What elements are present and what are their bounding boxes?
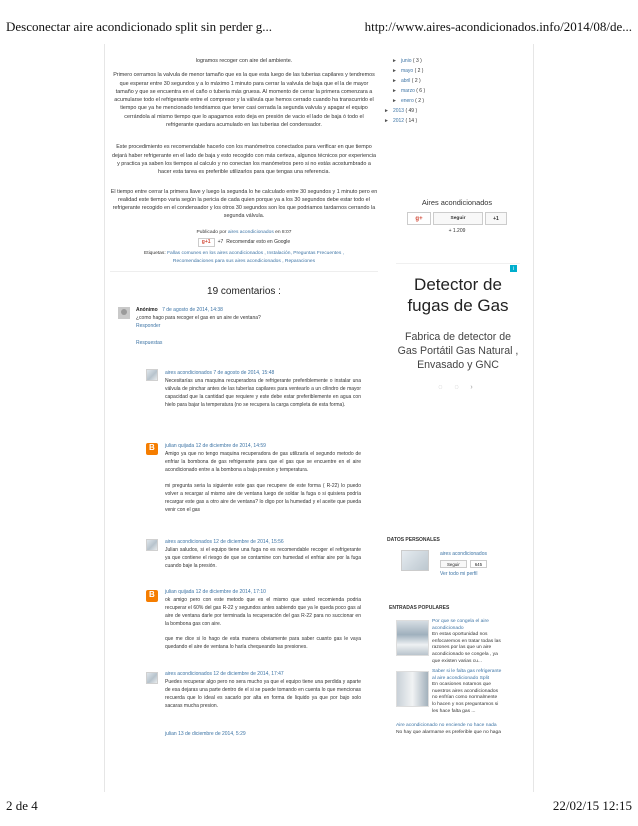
recommend-text: Recomendar esto en Google bbox=[226, 239, 291, 245]
plus-one-button[interactable]: +1 bbox=[485, 212, 507, 225]
comment-text: que me dice si lo hago de esta manera obviamente para saber cuanto gas le vaya quedando el aire de ventana lo haría chequeando las presiones. bbox=[165, 636, 361, 651]
popular-post-title[interactable]: Por que se congela el aire acondicionado bbox=[432, 619, 489, 631]
comment-reply bbox=[110, 369, 378, 442]
profile-name[interactable]: aires acondicionados bbox=[440, 551, 487, 557]
comment-text: ok amigo pero con este metodo que es el mismo que usted recomienda podria recuperar el 60% del gas R-22 y segundos antes sabiendo que ya le queda poco gas al aire de ventana darle por terminada la recuperación del gas R-22 para no succionar en la bombona gas con aire. bbox=[165, 597, 361, 628]
view-profile-link[interactable]: Ver todo mi perfil bbox=[440, 571, 478, 577]
comment-reply bbox=[110, 588, 378, 670]
print-page-url: http://www.aires-acondicionados.info/2014/08/de... bbox=[364, 19, 632, 34]
comment-author-date[interactable]: julian quijada 12 de diciembre de 2014, 17:10 bbox=[165, 589, 266, 596]
article-paragraph: Primero cerramos la valvula de menor tamaño que es la que esta luego de las tuberias capilares y tendremos que esperar entre 30 segundos y a lo máximo 1 minuto para cerrar la valvula de baja que el la de mayor tamaño y que se encuentra en el caño o tuberia más gruesa. Al momento de cerrar la primera comenzara a acumularse todo el refrigerante entre el compresor y la válvula que hemos cerrado cuando ha transcurrido el tiempo que ya he mencionado tendriamos que tener casi cerrada la segunda valvula y apagar el equipo cerrándola al mismo tiempo que lo apagamos esto deja en presión de vacio el lado de baja ó todo el refrigerante quedara acumulado en las tuberias del condensador. bbox=[113, 72, 375, 129]
follow-widget-title: Aires acondicionados bbox=[421, 198, 493, 207]
archive-item[interactable]: ► 2013 ( 49 ) bbox=[384, 108, 418, 114]
expand-triangle-icon[interactable]: ► bbox=[392, 98, 397, 104]
comment-author-date[interactable]: aires acondicionados 12 de diciembre de 2014, 15:56 bbox=[165, 539, 284, 546]
comment-text: Necesitarías una maquina recuperadora de refrigerante preferiblemente o instalar una válvula de pinchar antes de las tuberías capilares para ventearlo a un cilindro de mayor capacidad que la cantidad que requiere y este debe estar preferiblemente en agua con hielo para bajar la temperatura (no se recupera la carga completa de esta forma). bbox=[165, 378, 361, 409]
archive-item[interactable]: ► junio ( 3 ) bbox=[392, 58, 422, 64]
expand-triangle-icon[interactable]: ► bbox=[392, 88, 397, 94]
comment bbox=[110, 307, 378, 369]
comment-text: Puedes recuperar algo pero no sera mucho ya que el equipo tiene una perdida y aparte de esa dejaras una parte dentro de el si se puede tomando en cuenta lo que mencionas recuerda que lo ideal es sacarlo por alta en forma de liquido ya que por bajo solo sacaras mucha presion. bbox=[165, 679, 361, 710]
follow-widget bbox=[384, 198, 530, 234]
main-column bbox=[110, 44, 378, 750]
popular-post bbox=[389, 617, 529, 663]
popular-post-title[interactable]: Aire acondicionado no enciende no hace nada bbox=[396, 723, 497, 728]
ad-info-icon[interactable]: i bbox=[510, 265, 517, 272]
comment-author-date[interactable]: julian quijada 12 de diciembre de 2014, 14:59 bbox=[165, 443, 266, 450]
blog-archive bbox=[384, 44, 530, 126]
print-page-title: Desconectar aire acondicionado split sin perder g... bbox=[6, 19, 273, 34]
replies-toggle[interactable]: Respuestas bbox=[136, 340, 163, 347]
user-avatar-icon bbox=[146, 369, 158, 381]
expand-triangle-icon[interactable]: ► bbox=[392, 58, 397, 64]
popular-post-snippet: En estas oportunidad nos enfocaremos en tratar todas las razones por las que un aire acondicionado se congela , ya que existen varias cu... bbox=[432, 632, 501, 664]
user-avatar-icon bbox=[146, 672, 158, 684]
expand-triangle-icon[interactable]: ► bbox=[384, 108, 389, 114]
post-labels: Etiquetas: Fallas comunes en los aires acondicionados , Instalación, Preguntas Frecuentes , Recomendaciones para sus aires acondicionados , Reparaciones bbox=[110, 250, 378, 265]
plus-count: +7 bbox=[217, 239, 224, 245]
comment-reply bbox=[110, 670, 378, 730]
comment-date-link[interactable]: 7 de agosto de 2014, 14:38 bbox=[162, 307, 223, 314]
profile-avatar bbox=[401, 550, 429, 571]
article-paragraph: El tiempo entre cerrar la primera llave y luego la segunda lo he calculado entre 30 segundos y 1 minuto pero en realidad este tiempo varia según la pericia de cada quien porque ya a los 30 segundos debe estar todo el refrigerante recogido en el condensador y los otros 30 segundos son los que podriamos tardarnos cerrando la segunda válvula. bbox=[110, 188, 378, 220]
post-footer bbox=[110, 229, 378, 248]
profile-widget bbox=[387, 537, 527, 587]
archive-item[interactable]: ► enero ( 2 ) bbox=[392, 98, 425, 104]
comment-author-date[interactable]: julian 13 de diciembre de 2014, 5:29 bbox=[165, 731, 246, 738]
profile-heading: DATOS PERSONALES bbox=[387, 537, 440, 543]
expand-triangle-icon[interactable]: ► bbox=[392, 68, 397, 74]
popular-heading: ENTRADAS POPULARES bbox=[389, 605, 450, 611]
archive-item[interactable]: ► mayo ( 2 ) bbox=[392, 68, 424, 74]
blogger-icon bbox=[146, 443, 158, 455]
comment-reply bbox=[110, 442, 378, 538]
expand-triangle-icon[interactable]: ► bbox=[384, 118, 389, 124]
article-paragraph: Este procedimiento es recomendable hacerlo con los manómetros conectados para verificar en que tiempo dejará haber refrigerante en el lado de baja y esto recogido con más certeza, algunos técnicos por experiencia y practica ya saben los tiempos al calculo y no conectan los manómetros pero si no estás acostumbrado a hacer esta tarea es preferible utilizarlos para que tengas una referencia. bbox=[111, 144, 376, 176]
print-header bbox=[0, 0, 638, 40]
comment-text: Amigo ya que no tengo maquina recuperadora de gas utilizaría el segundo metodo de enfriar la bombona de gas refrigerante para que el gas que se encuentre en el aire acondicionado entre a la bombona a baja presion y temperatura. bbox=[165, 451, 361, 474]
comments-title: 19 comentarios : bbox=[110, 271, 378, 297]
profile-follow bbox=[440, 560, 487, 568]
ad-banner[interactable] bbox=[396, 263, 520, 521]
popular-post bbox=[389, 669, 529, 713]
gplus-icon[interactable]: g+ bbox=[407, 212, 431, 225]
blogger-icon bbox=[146, 590, 158, 602]
label-links[interactable]: Fallas comunes en los aires acondicionados , Instalación, Preguntas Frecuentes , bbox=[167, 251, 345, 257]
popular-post-snippet: No hay que alarmarse es preferible que no haga bbox=[396, 729, 501, 735]
archive-item[interactable]: ► 2012 ( 14 ) bbox=[384, 118, 418, 124]
follower-count: + 1.209 bbox=[448, 228, 466, 234]
post-author-line: Publicado por aires acondicionados en 8:07 bbox=[196, 229, 292, 235]
follow-buttons bbox=[384, 212, 530, 225]
archive-item[interactable]: ► marzo ( 6 ) bbox=[392, 88, 426, 94]
post-thumbnail[interactable] bbox=[396, 620, 429, 656]
print-footer bbox=[0, 796, 638, 826]
comment-author: Anónimo bbox=[136, 307, 158, 314]
popular-post-snippet: En ocasiones notamos que nuestros aires acondicionados no enfrían como normalmente lo hacen y nos preguntamos si les hace falta gas ... bbox=[432, 682, 499, 714]
article-paragraph: logramos recoger con aire del ambiente. bbox=[195, 58, 293, 64]
comment-reply bbox=[110, 730, 378, 750]
popular-posts bbox=[389, 605, 529, 736]
comment-reply bbox=[110, 538, 378, 588]
comment-text: ¿como hago para recoger el gas en un aire de ventana? bbox=[136, 315, 261, 322]
profile-follower-count: 645 bbox=[470, 560, 487, 568]
ad-nav-icon[interactable]: ◌ ◌ › bbox=[438, 384, 478, 391]
sidebar bbox=[384, 44, 530, 234]
archive-item[interactable]: ► abril ( 2 ) bbox=[392, 78, 421, 84]
comment-author-date[interactable]: aires acondicionados 7 de agosto de 2014, 15:48 bbox=[165, 370, 275, 377]
gplus-share-button[interactable]: g+1 bbox=[198, 238, 215, 247]
popular-post bbox=[389, 723, 529, 736]
share-row bbox=[110, 238, 378, 247]
follow-button[interactable]: Seguir bbox=[433, 212, 483, 225]
label-links[interactable]: Recomendaciones para sus aires acondicionados , Reparaciones bbox=[172, 258, 316, 264]
post-author-link[interactable]: aires acondicionados bbox=[227, 229, 274, 235]
popular-post-title[interactable]: Saber si le falta gas refrigerante al aire acondicionado Split bbox=[432, 669, 502, 681]
comment-text: mi pregunta seria la siguiente este gas que recupere de este forma ( R-22) lo puedo volver a recargar al mismo aire de ventana luego de soldar la fuga o si quisiera podría recargar este gas a otro aire de ventana? lo digo por la humedad y el aceite que pueda venir con el gas bbox=[165, 483, 361, 514]
ad-title[interactable]: Detector de fugas de Gas bbox=[407, 275, 509, 315]
user-avatar-icon bbox=[146, 539, 158, 551]
ad-description[interactable]: Fabrica de detector de Gas Portátil Gas Natural , Envasado y GNC bbox=[397, 331, 519, 371]
print-datetime: 22/02/15 12:15 bbox=[552, 798, 632, 813]
expand-triangle-icon[interactable]: ► bbox=[392, 78, 397, 84]
user-avatar-icon bbox=[118, 307, 130, 319]
reply-link[interactable]: Responder bbox=[136, 323, 161, 330]
comment-author-date[interactable]: aires acondicionados 12 de diciembre de 2014, 17:47 bbox=[165, 671, 284, 678]
profile-follow-button[interactable]: Seguir bbox=[440, 560, 467, 568]
comment-text: Julian saludos, si el equipo tiene una fuga no es recomendable recoger el refrigerante ya que contiene el riesgo de que se contamine con humedad el enfriar aire por la fuga cuando baje la presión. bbox=[165, 547, 361, 570]
post-thumbnail[interactable] bbox=[396, 671, 429, 707]
article-body bbox=[110, 44, 378, 221]
print-page-number: 2 de 4 bbox=[6, 798, 38, 813]
